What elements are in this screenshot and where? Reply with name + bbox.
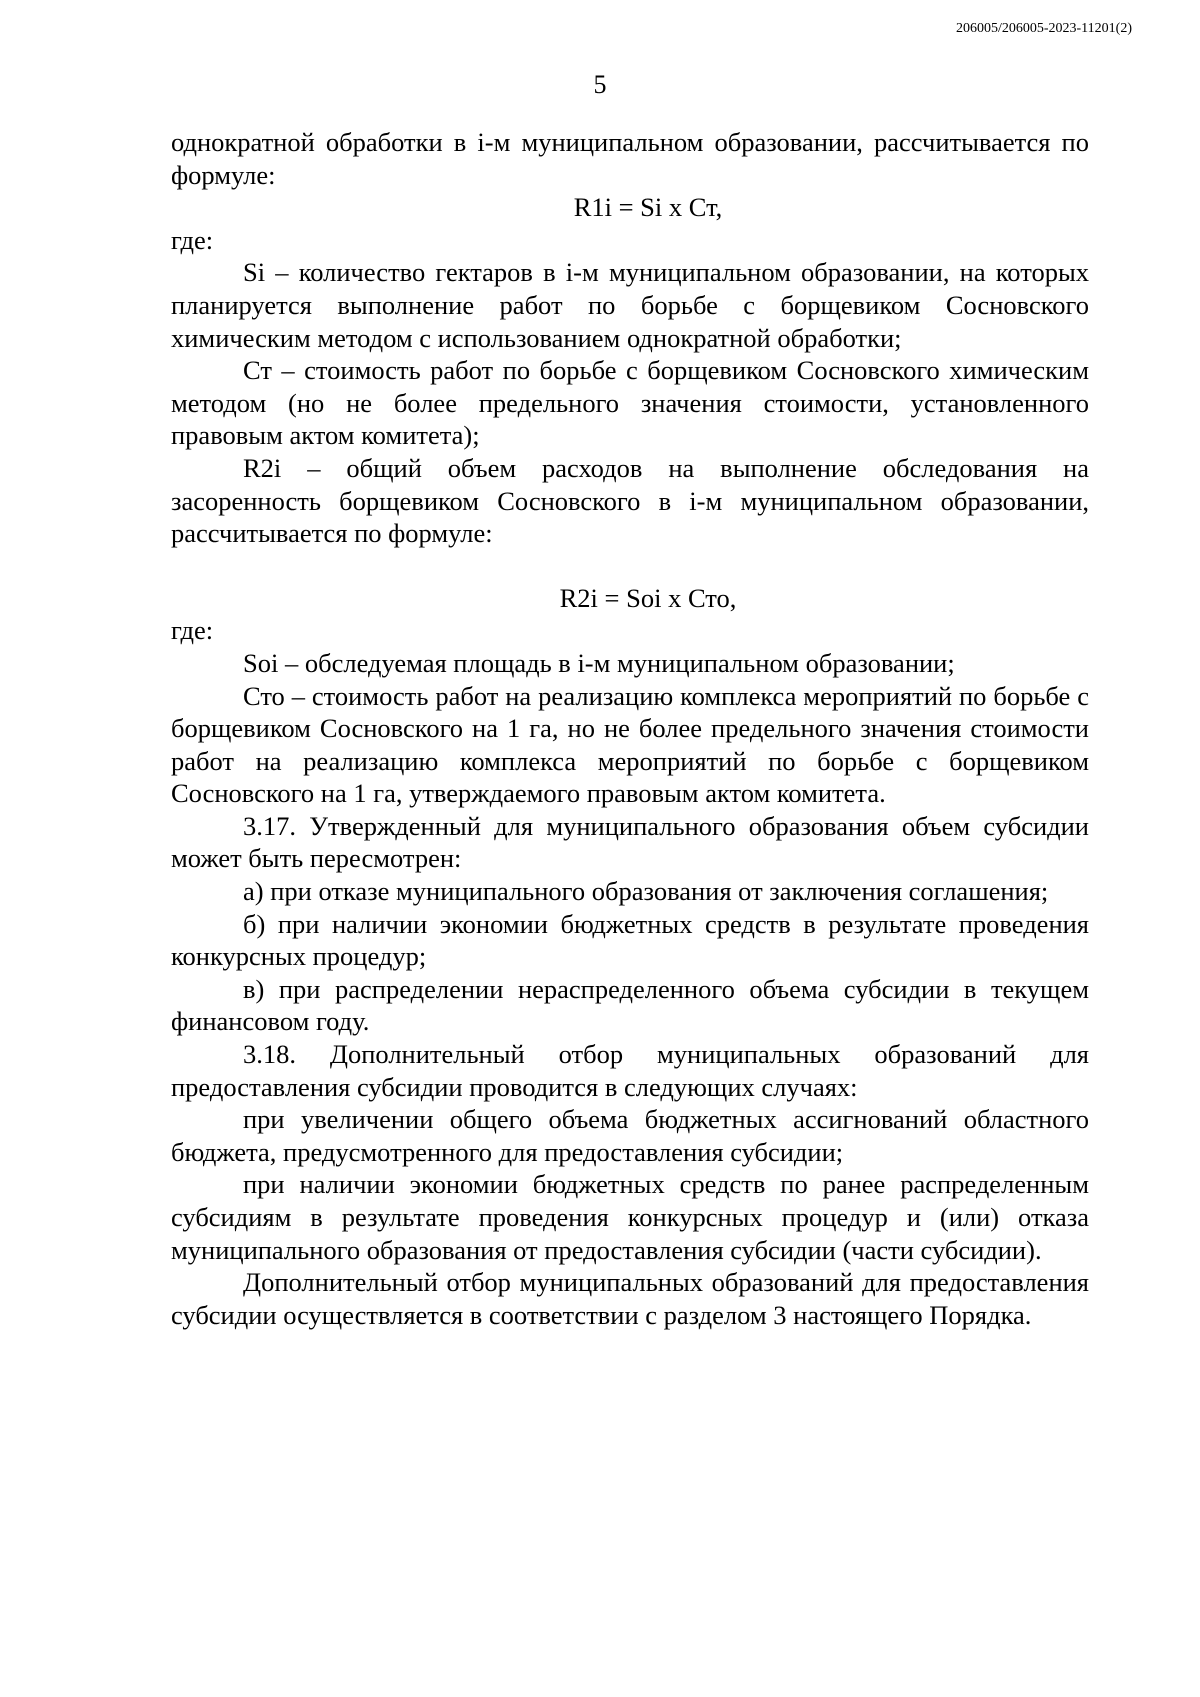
- definition-si: Si – количество гектаров в i-м муниципальном образовании, на которых планируется выполнение работ по борьбе с борщевиком Сосновского химическим методом с использованием однократной обработки;: [171, 257, 1089, 353]
- page-number: 5: [593, 70, 607, 99]
- clause-3-18: 3.18. Дополнительный отбор муниципальных образований для предоставления субсидии проводится в следующих случаях:: [171, 1039, 1089, 1102]
- paragraph-continuation: однократной обработки в i-м муниципальном образовании, рассчитывается по формуле:: [171, 127, 1089, 190]
- clause-3-18-case-1: при увеличении общего объема бюджетных ассигнований областного бюджета, предусмотренного для предоставления субсидии;: [171, 1104, 1089, 1167]
- clause-3-17: 3.17. Утвержденный для муниципального образования объем субсидии может быть пересмотрен:: [171, 810, 1089, 874]
- definition-st: Ст – стоимость работ по борьбе с борщевиком Сосновского химическим методом (но не более предельного значения стоимости, установленного правовым актом комитета);: [171, 355, 1089, 451]
- definition-soi: Soi – обследуемая площадь в i-м муниципальном образовании;: [243, 647, 955, 678]
- where-label: где:: [171, 224, 214, 255]
- document-registration-number: 206005/206005-2023-11201(2): [955, 21, 1132, 36]
- document-body: [171, 126, 1089, 1331]
- formula-r1i: R1i = Si x Ст,: [573, 192, 723, 223]
- definition-r2i: R2i – общий объем расходов на выполнение обследования на засоренность борщевиком Сосновского в i-м муниципальном образовании, рассчитывается по формуле:: [171, 452, 1089, 549]
- clause-3-17-item-b: б) при наличии экономии бюджетных средств в результате проведения конкурсных процедур;: [171, 908, 1089, 972]
- definition-sto: Сто – стоимость работ на реализацию комплекса мероприятий по борьбе с борщевиком Сосновского на 1 га, но не более предельного значения стоимости работ на реализацию комплекса мероприятий по борьбе с борщевиком Сосновского на 1 га, утверждаемого правовым актом комитета.: [171, 680, 1089, 809]
- clause-3-18-case-2: при наличии экономии бюджетных средств по ранее распределенным субсидиям в результате проведения конкурсных процедур и (или) отказа муниципального образования от предоставления субсидии (части субсидии).: [171, 1169, 1089, 1265]
- clause-3-17-item-a: а) при отказе муниципального образования от заключения соглашения;: [243, 876, 1049, 907]
- formula-r2i: R2i = Soi x Сто,: [559, 582, 737, 613]
- clause-3-18-conclusion: Дополнительный отбор муниципальных образований для предоставления субсидии осуществляется в соответствии с разделом 3 настоящего Порядка.: [171, 1267, 1089, 1330]
- where-label: где:: [171, 615, 214, 646]
- clause-3-17-item-v: в) при распределении нераспределенного объема субсидии в текущем финансовом году.: [171, 973, 1089, 1037]
